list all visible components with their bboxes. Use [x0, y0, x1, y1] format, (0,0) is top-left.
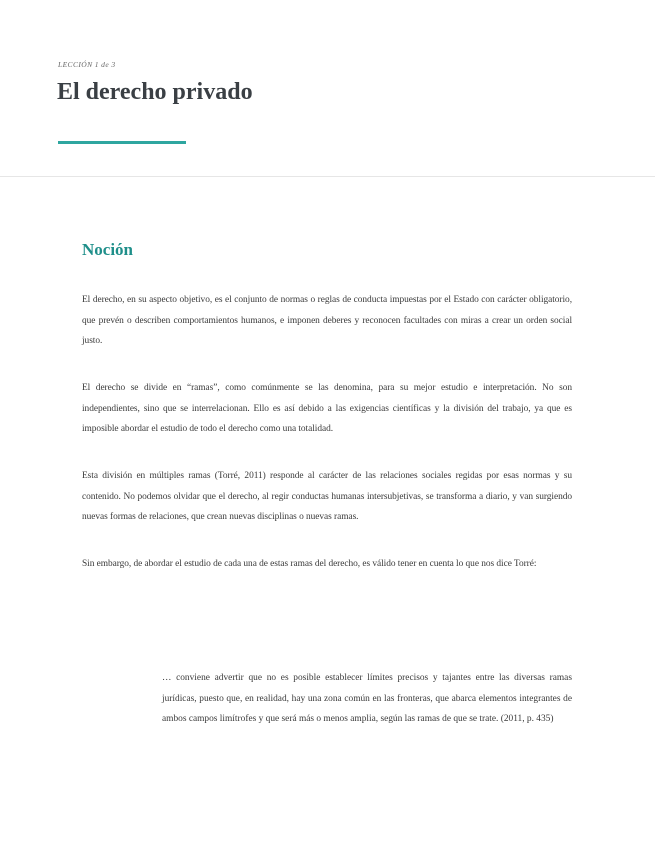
- paragraph-2: El derecho se divide en “ramas”, como comúnmente se las denomina, para su mejor estudio e interpretación. No son independientes, sino que se interrelacionan. Ello es así debido a las exigencias científicas y la división del trabajo, ya que es imposible abordar el estudio de todo el derecho como una totalidad.: [82, 383, 572, 434]
- section-heading: Noción: [82, 240, 133, 259]
- lesson-label: LECCIÓN 1 de 3: [58, 60, 116, 69]
- paragraph-1: El derecho, en su aspecto objetivo, es el conjunto de normas o reglas de conducta impuestas por el Estado con carácter obligatorio, que prevén o describen comportamientos humanos, e imponen deberes y reconocen facultades con miras a crear un orden social justo.: [82, 295, 572, 346]
- paragraph-4: Sin embargo, de abordar el estudio de cada una de estas ramas del derecho, es válido tener en cuenta lo que nos dice Torré:: [82, 559, 537, 569]
- lesson-content: [82, 238, 572, 569]
- page-title: El derecho privado: [57, 79, 253, 105]
- paragraph-3: Esta división en múltiples ramas (Torré, 2011) responde al carácter de las relaciones sociales regidas por esas normas y su contenido. No podemos olvidar que el derecho, al regir conductas humanas intersubjetivas, se transforma a diario, y van surgiendo nuevas formas de relaciones, que crean nuevas disciplinas o nuevas ramas.: [82, 471, 572, 522]
- block-quote: … conviene advertir que no es posible establecer límites precisos y tajantes entre las diversas ramas jurídicas, puesto que, en realidad, hay una zona común en las fronteras, que abarca elementos integrantes de ambos campos limítrofes y que será más o menos amplia, según las ramas de que se trate. (2011, p. 435): [162, 673, 572, 724]
- title-underline: [58, 141, 186, 144]
- lesson-header: [0, 0, 655, 177]
